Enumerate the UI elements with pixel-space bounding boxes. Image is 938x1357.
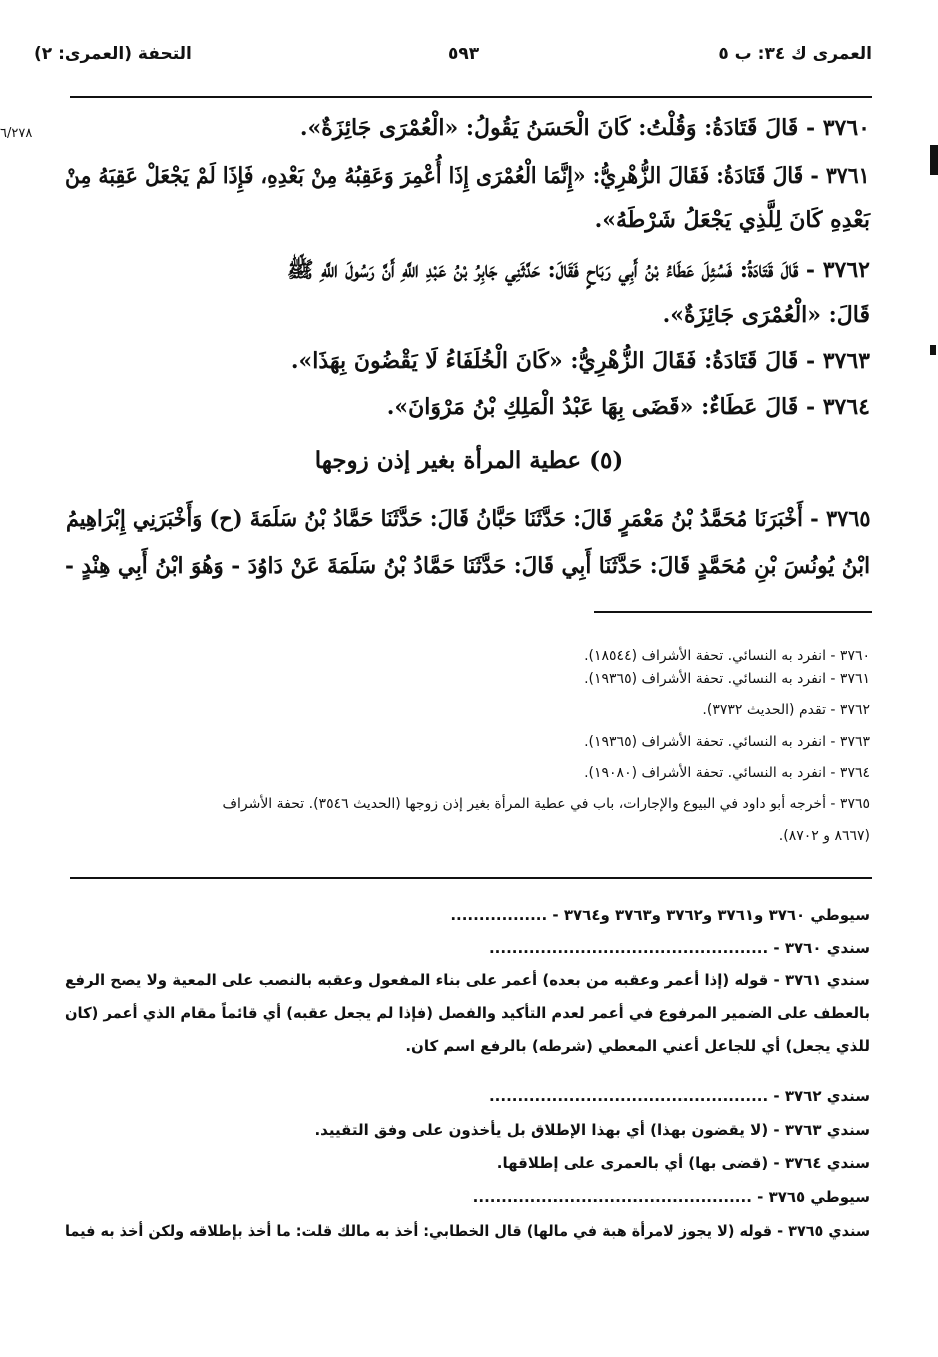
section-heading: (٥) عطية المرأة بغير إذن زوجها [314,447,624,474]
header-right: العمرى ك ٣٤: ب ٥ [718,44,872,64]
commentary-line: بالعطف على الضمير المرفوع في أعمر لعدم التأكيد والفصل (فإذا لم يجعل عقبه) أي قائماً مقام الذي أعمر (كان [64,1004,870,1022]
commentary-line: سندي ٣٧٦٥ - قوله (لا يجوز لامرأة هبة في مالها) قال الخطابي: أخذ به مالك قلت: ما أخذ بإطلاقه ولكن أخذ به فيما [64,1222,870,1240]
hadith-line: قَالَ: «الْعُمْرَى جَائِزَةٌ». [662,302,870,328]
header-left: التحفة (العمرى: ٢) [34,44,192,64]
margin-note: ٦/٢٧٨ [0,126,33,141]
footnote: ٣٧٦٢ - تقدم (الحديث ٣٧٣٢). [702,702,870,718]
edge-mark [930,145,938,175]
commentary-line: سندي ٣٧٦٠ - ................................................. [488,939,870,957]
footnote-rule [594,611,872,613]
page-number: ٥٩٣ [448,44,480,64]
commentary-line: سندي ٣٧٦٢ - ................................................. [488,1087,870,1105]
commentary-line: سندي ٣٧٦٤ - (قضى بها) أي بالعمرى على إطلاقها. [496,1154,870,1172]
hadith-line: ٣٧٦١ - قَالَ قَتَادَةُ: فَقَالَ الزُّهْرِيُّ: «إِنَّمَا الْعُمْرَى إِذَا أُعْمِرَ وَعَقِبُهُ مِنْ بَعْدِهِ، فَإِذَا لَمْ يَجْعَلْ عَقِبَهُ مِنْ [65,163,870,189]
edge-mark [930,345,936,355]
footnote: ٣٧٦١ - انفرد به النسائي. تحفة الأشراف (١٩٣٦٥). [584,671,870,687]
commentary-line: للذي يجعل) أي للجاعل أعني المعطي (شرطه) بالرفع اسم كان. [405,1037,870,1055]
commentary-line: سندي ٣٧٦١ - قوله (إذا أعمر وعقبه من بعده) أعمر على بناء المفعول وعقبه بالنصب على المعية ولا يصح الرفع [65,971,870,989]
footnote: ٣٧٦٣ - انفرد به النسائي. تحفة الأشراف (١٩٣٦٥). [584,734,870,750]
commentary-rule [70,877,872,879]
hadith-line: ٣٧٦٣ - قَالَ قَتَادَةُ: فَقَالَ الزُّهْرِيُّ: «كَانَ الْخُلَفَاءُ لَا يَقْضُونَ بِهَذَا». [290,348,870,374]
commentary-line: سيوطي ٣٧٦٠ و٣٧٦١ و٣٧٦٢ و٣٧٦٣ و٣٧٦٤ - ................. [450,906,870,924]
footnote: ٣٧٦٠ - انفرد به النسائي. تحفة الأشراف (١٨٥٤٤). [584,648,870,664]
hadith-line: ٣٧٦٢ - قَالَ قَتَادَةُ: فَسُئِلَ عَطَاءُ بْنُ أَبِي رَبَاحٍ فَقَالَ: حَدَّثَنِي جَابِرُ بْنُ عَبْدِ اللَّهِ أَنَّ رَسُولَ اللَّهِ ﷺ [286,257,870,283]
hadith-line: ٣٧٦٠ - قَالَ قَتَادَةُ: وَقُلْتُ: كَانَ الْحَسَنُ يَقُولُ: «الْعُمْرَى جَائِزَةٌ». [299,115,870,141]
hadith-line: بَعْدِهِ كَانَ لِلَّذِي يَجْعَلُ شَرْطَهُ». [594,207,870,233]
header-rule [70,96,872,98]
commentary-line: سندي ٣٧٦٣ - (لا يقضون بهذا) أي بهذا الإطلاق بل يأخذون على وفق التقييد. [314,1121,870,1139]
footnote: ٣٧٦٤ - انفرد به النسائي. تحفة الأشراف (١٩٠٨٠). [584,765,870,781]
footnote: (٨٦٦٧ و ٨٧٠٢). [778,828,870,844]
hadith-line: ٣٧٦٤ - قَالَ عَطَاءٌ: «قَضَى بِهَا عَبْدُ الْمَلِكِ بْنُ مَرْوَانَ». [386,394,870,420]
hadith-line: ابْنُ يُونُسَ بْنِ مُحَمَّدٍ قَالَ: حَدَّثَنَا أَبِي قَالَ: حَدَّثَنَا حَمَّادُ بْنُ سَلَمَةَ عَنْ دَاوُدَ - وَهُوَ ابْنُ أَبِي هِنْدٍ - [64,553,870,579]
commentary-line: سيوطي ٣٧٦٥ - ................................................. [472,1188,870,1206]
hadith-line: ٣٧٦٥ - أَخْبَرَنَا مُحَمَّدُ بْنُ مَعْمَرٍ قَالَ: حَدَّثَنَا حَبَّانُ قَالَ: حَدَّثَنَا حَمَّادُ بْنُ سَلَمَةَ (ح) وَأَخْبَرَنِي إِبْرَاهِيمُ [65,506,870,532]
footnote: ٣٧٦٥ - أخرجه أبو داود في البيوع والإجارات، باب في عطية المرأة بغير إذن زوجها (الحديث ٣٥٤٦). تحفة الأشراف [222,796,870,812]
